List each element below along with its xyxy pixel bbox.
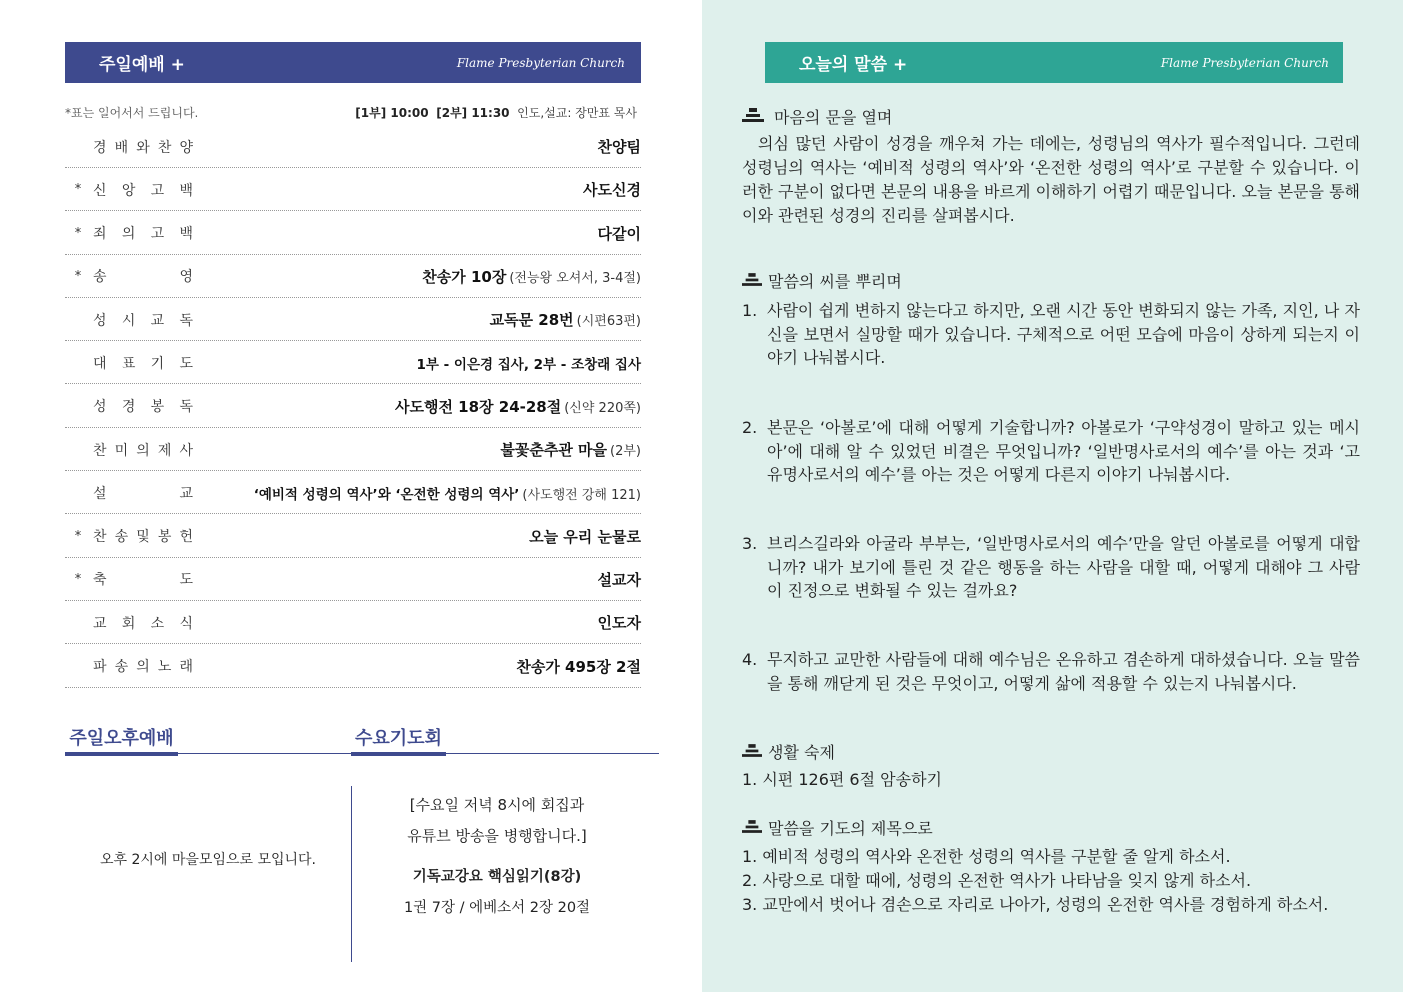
homework-item: 1. 시편 126편 6절 암송하기 xyxy=(742,770,942,789)
order-label-char: 경 xyxy=(121,399,136,416)
prayer-item-3: 3. 교만에서 벗어나 겸손으로 자리로 나아가, 성령의 온전한 역사를 경험하게 하소서. xyxy=(742,895,1329,914)
order-label-char: 찬 xyxy=(157,139,172,156)
seed-heading xyxy=(742,269,902,292)
order-label-char: 의 xyxy=(121,226,136,243)
order-label-char: 도 xyxy=(179,572,193,589)
order-row xyxy=(65,516,641,558)
order-label-char: 회 xyxy=(121,615,136,632)
order-label xyxy=(93,396,193,416)
order-item-name xyxy=(65,569,193,589)
question-text: 본문은 ‘아볼로’에 대해 어떻게 기술합니까? 아볼로가 ‘구약성경이 말하고 있는 메시아’에 대해 알 수 있었던 비결은 무엇입니까? ‘일반명사로서의 예수’를 아는 것과 ‘고유명사로서의 예수’를 아는 것은 어떻게 다른지 이야기 나눠봅시다. xyxy=(767,418,1360,484)
first-service-time: [1부] 10:00 xyxy=(355,106,429,120)
open-heading xyxy=(742,105,892,128)
order-label-char: 고 xyxy=(150,226,165,243)
order-label-char: 노 xyxy=(157,659,172,676)
prayer-item-2: 2. 사랑으로 대할 때에, 성령의 온전한 역사가 나타남을 잊지 않게 하소서. xyxy=(742,871,1252,890)
order-row xyxy=(65,126,641,168)
order-value-note: (사도행전 강해 121) xyxy=(522,487,641,503)
order-label-char: 영 xyxy=(179,269,193,286)
order-value-note: (전능왕 오셔서, 3-4절) xyxy=(509,270,641,286)
worship-title: 주일예배 + xyxy=(99,55,185,75)
homework-heading xyxy=(742,740,835,763)
question-number: 2. xyxy=(742,418,758,437)
order-row xyxy=(65,299,641,341)
order-label-char: 독 xyxy=(179,399,193,416)
order-value xyxy=(598,612,641,633)
question-text: 사람이 쉽게 변하지 않는다고 하지만, 오랜 시간 동안 변화되지 않는 가족, 지인, 나 자신을 보면서 실망할 때가 있습니다. 구체적으로 어떤 모습에 마음이 상하게 되는지 이야기 나눠봅시다. xyxy=(767,301,1360,367)
order-item-name xyxy=(65,353,193,373)
prayer-item-1: 1. 예비적 성령의 역사와 온전한 성령의 역사를 구분할 줄 알게 하소서. xyxy=(742,847,1231,866)
order-label xyxy=(93,266,193,286)
order-row xyxy=(65,386,641,428)
second-service-time: [2부] 11:30 xyxy=(436,106,510,120)
order-value-main: 찬송가 10장 xyxy=(422,267,507,286)
order-label xyxy=(93,310,193,330)
church-brand: Flame Presbyterian Church xyxy=(456,55,625,70)
order-value-main: 찬송가 495장 2절 xyxy=(516,657,641,676)
question-3 xyxy=(742,532,1360,603)
order-item-name xyxy=(65,180,193,200)
order-label xyxy=(93,180,193,200)
order-value-main: 1부 - 이은경 집사, 2부 - 조창래 집사 xyxy=(416,356,641,373)
order-label-char: 백 xyxy=(179,182,193,199)
order-label-char: 의 xyxy=(136,659,150,676)
prayer-heading xyxy=(742,816,933,839)
order-item-name xyxy=(65,483,193,503)
order-value xyxy=(416,353,641,373)
order-label-char: 백 xyxy=(179,226,193,243)
order-label-char: 죄 xyxy=(93,226,107,243)
wednesday-line-2: 유튜브 방송을 병행합니다.] xyxy=(407,827,587,845)
question-text: 브리스길라와 아굴라 부부는, ‘일반명사로서의 예수’만을 알던 아볼로를 어떻게 대합니까? 내가 보기에 틀린 것 같은 행동을 하는 사람을 대할 때, 어떻게 대해야 그 사람이 진정으로 변화될 수 있는 걸까요? xyxy=(767,534,1360,600)
order-value xyxy=(598,136,641,157)
order-item-name xyxy=(65,396,193,416)
order-label-char: 식 xyxy=(179,615,193,632)
order-row xyxy=(65,342,641,384)
order-label xyxy=(93,137,193,157)
question-number: 3. xyxy=(742,534,758,553)
order-item-name xyxy=(65,266,193,286)
order-label-char: 대 xyxy=(93,355,107,372)
order-label-char: 봉 xyxy=(157,529,172,546)
question-2 xyxy=(742,416,1360,487)
wednesday-info xyxy=(352,790,642,924)
order-label-char: 성 xyxy=(93,312,107,329)
order-label-char: 와 xyxy=(136,139,150,156)
stand-marker: * xyxy=(74,528,82,544)
order-label-char: 표 xyxy=(121,355,136,372)
order-value xyxy=(598,569,641,590)
order-label-char: 교 xyxy=(179,485,193,502)
order-label-char: 시 xyxy=(121,312,136,329)
order-value-main: ‘예비적 성령의 역사’와 ‘온전한 성령의 역사’ xyxy=(253,486,520,503)
wednesday-tab-label: 수요기도회 xyxy=(355,728,442,749)
order-label-char: 배 xyxy=(114,139,129,156)
question-number: 4. xyxy=(742,650,758,669)
order-label-char: 제 xyxy=(157,442,172,459)
order-item-name xyxy=(65,223,193,243)
order-label-char: 미 xyxy=(114,442,129,459)
order-item-name xyxy=(65,440,193,460)
order-value xyxy=(500,439,641,460)
stand-marker: * xyxy=(74,225,82,241)
order-row xyxy=(65,256,641,298)
order-value-main: 오늘 우리 눈물로 xyxy=(529,527,641,546)
worship-header xyxy=(65,42,641,83)
wednesday-tab-underline xyxy=(351,752,446,756)
service-info xyxy=(65,104,637,121)
word-title: 오늘의 말씀 + xyxy=(799,55,908,75)
order-label-char: 교 xyxy=(93,615,107,632)
church-brand-right: Flame Presbyterian Church xyxy=(1160,55,1329,70)
order-label-char: 헌 xyxy=(179,529,193,546)
order-item-name xyxy=(65,526,193,546)
order-label-char: 파 xyxy=(93,659,107,676)
stand-marker: * xyxy=(74,571,82,587)
question-1 xyxy=(742,299,1360,370)
order-label-char: 래 xyxy=(179,659,193,676)
order-label xyxy=(93,353,193,373)
order-label-char: 축 xyxy=(93,572,107,589)
order-value-main: 인도자 xyxy=(597,614,641,633)
order-label-char: 앙 xyxy=(121,182,136,199)
order-row xyxy=(65,646,641,688)
order-label-char: 및 xyxy=(136,529,150,546)
order-label xyxy=(93,656,193,676)
worship-order xyxy=(65,126,641,689)
standing-note: *표는 일어서서 드립니다. xyxy=(65,106,199,120)
prayer-heading-text: 말씀을 기도의 제목으로 xyxy=(768,819,933,838)
order-label-char: 소 xyxy=(150,615,165,632)
order-item-name xyxy=(65,310,193,330)
order-label-char: 경 xyxy=(93,139,107,156)
order-label-char: 설 xyxy=(93,485,107,502)
afternoon-text: 오후 2시에 마을모임으로 모입니다. xyxy=(99,852,317,868)
order-value-main: 사도행전 18장 24-28절 xyxy=(395,397,562,416)
order-value-note: (신약 220쪽) xyxy=(564,400,641,416)
order-label-char: 찬 xyxy=(93,529,107,546)
order-row xyxy=(65,559,641,601)
order-value xyxy=(529,526,641,547)
order-value xyxy=(490,309,641,330)
order-label-char: 기 xyxy=(150,355,165,372)
order-label-char: 양 xyxy=(179,139,193,156)
order-value xyxy=(422,266,641,287)
afternoon-tab-label: 주일오후예배 xyxy=(69,728,174,749)
leader-info: 인도,설교: 장만표 목사 xyxy=(517,106,637,120)
homework-heading-text: 생활 숙제 xyxy=(768,743,835,762)
stand-marker: * xyxy=(74,182,82,198)
order-value xyxy=(395,396,641,417)
order-label-char: 송 xyxy=(93,269,107,286)
order-label-char: 고 xyxy=(150,182,165,199)
tab-wednesday-prayer xyxy=(351,724,446,750)
order-label-char: 도 xyxy=(179,355,193,372)
order-value-main: 사도신경 xyxy=(583,181,641,200)
word-header xyxy=(765,42,1343,83)
order-value-main: 찬양팀 xyxy=(597,138,641,156)
wednesday-line-1: [수요일 저녁 8시에 회집과 xyxy=(409,796,585,814)
order-row xyxy=(65,602,641,644)
service-times xyxy=(355,104,637,121)
order-value xyxy=(583,179,641,200)
order-label xyxy=(93,613,193,633)
order-item-name xyxy=(65,137,193,157)
order-label-char: 찬 xyxy=(93,442,107,459)
order-label-char: 성 xyxy=(93,399,107,416)
order-value xyxy=(516,656,641,677)
order-item-name xyxy=(65,656,193,676)
order-item-name xyxy=(65,613,193,633)
seed-heading-text: 말씀의 씨를 뿌리며 xyxy=(768,272,902,291)
order-value-note: (시편63편) xyxy=(576,314,641,330)
order-label xyxy=(93,223,193,243)
question-number: 1. xyxy=(742,301,758,320)
afternoon-tab-underline xyxy=(65,752,178,756)
tab-afternoon-worship xyxy=(65,724,178,750)
order-row xyxy=(65,472,641,514)
order-value-main: 불꽃춘추관 마을 xyxy=(500,441,608,460)
study-detail: 1권 7장 / 에베소서 2장 20절 xyxy=(403,900,591,916)
order-label xyxy=(93,440,193,460)
order-label-char: 송 xyxy=(114,529,129,546)
order-value-main: 설교자 xyxy=(597,570,641,589)
order-label-char: 사 xyxy=(179,442,193,459)
order-label-char: 의 xyxy=(136,442,150,459)
order-label-char: 교 xyxy=(150,312,165,329)
lamp-icon xyxy=(742,742,762,761)
open-heading-text: 마음의 문을 열며 xyxy=(774,108,893,127)
order-label-char: 독 xyxy=(179,312,193,329)
lamp-icon xyxy=(742,107,764,126)
order-label xyxy=(93,569,193,589)
order-row xyxy=(65,429,641,471)
order-value xyxy=(598,223,641,244)
order-label-char: 봉 xyxy=(150,399,165,416)
study-title: 기독교강요 핵심읽기(8강) xyxy=(412,869,582,885)
order-row xyxy=(65,213,641,255)
open-text: 의심 많던 사람이 성경을 깨우쳐 가는 데에는, 성령님의 역사가 필수적입니다. 그런데 성령님의 역사는 ‘예비적 성령의 역사’와 ‘온전한 성령의 역사’로 구분할 수 있습니다. 이러한 구분이 없다면 본문의 내용을 바르게 이해하기 어렵기 때문입니다. 오늘 본문을 통해 이와 관련된 성경의 진리를 살펴봅시다. xyxy=(742,134,1360,225)
lamp-icon xyxy=(742,271,762,290)
question-text: 무지하고 교만한 사람들에 대해 예수님은 온유하고 겸손하게 대하셨습니다. 오늘 말씀을 통해 깨닫게 된 것은 무엇이고, 어떻게 삶에 적용할 수 있는지 나눠봅시다. xyxy=(767,650,1360,693)
order-value-note: (2부) xyxy=(610,444,641,460)
lamp-icon xyxy=(742,818,762,837)
question-4 xyxy=(742,648,1360,695)
order-value-main: 교독문 28번 xyxy=(489,311,574,330)
order-value-main: 다같이 xyxy=(597,224,641,243)
order-label-char: 송 xyxy=(114,659,129,676)
order-label xyxy=(93,483,193,503)
order-value xyxy=(254,483,641,503)
order-label xyxy=(93,526,193,546)
stand-marker: * xyxy=(74,268,82,284)
order-row xyxy=(65,169,641,211)
order-label-char: 신 xyxy=(93,182,107,199)
